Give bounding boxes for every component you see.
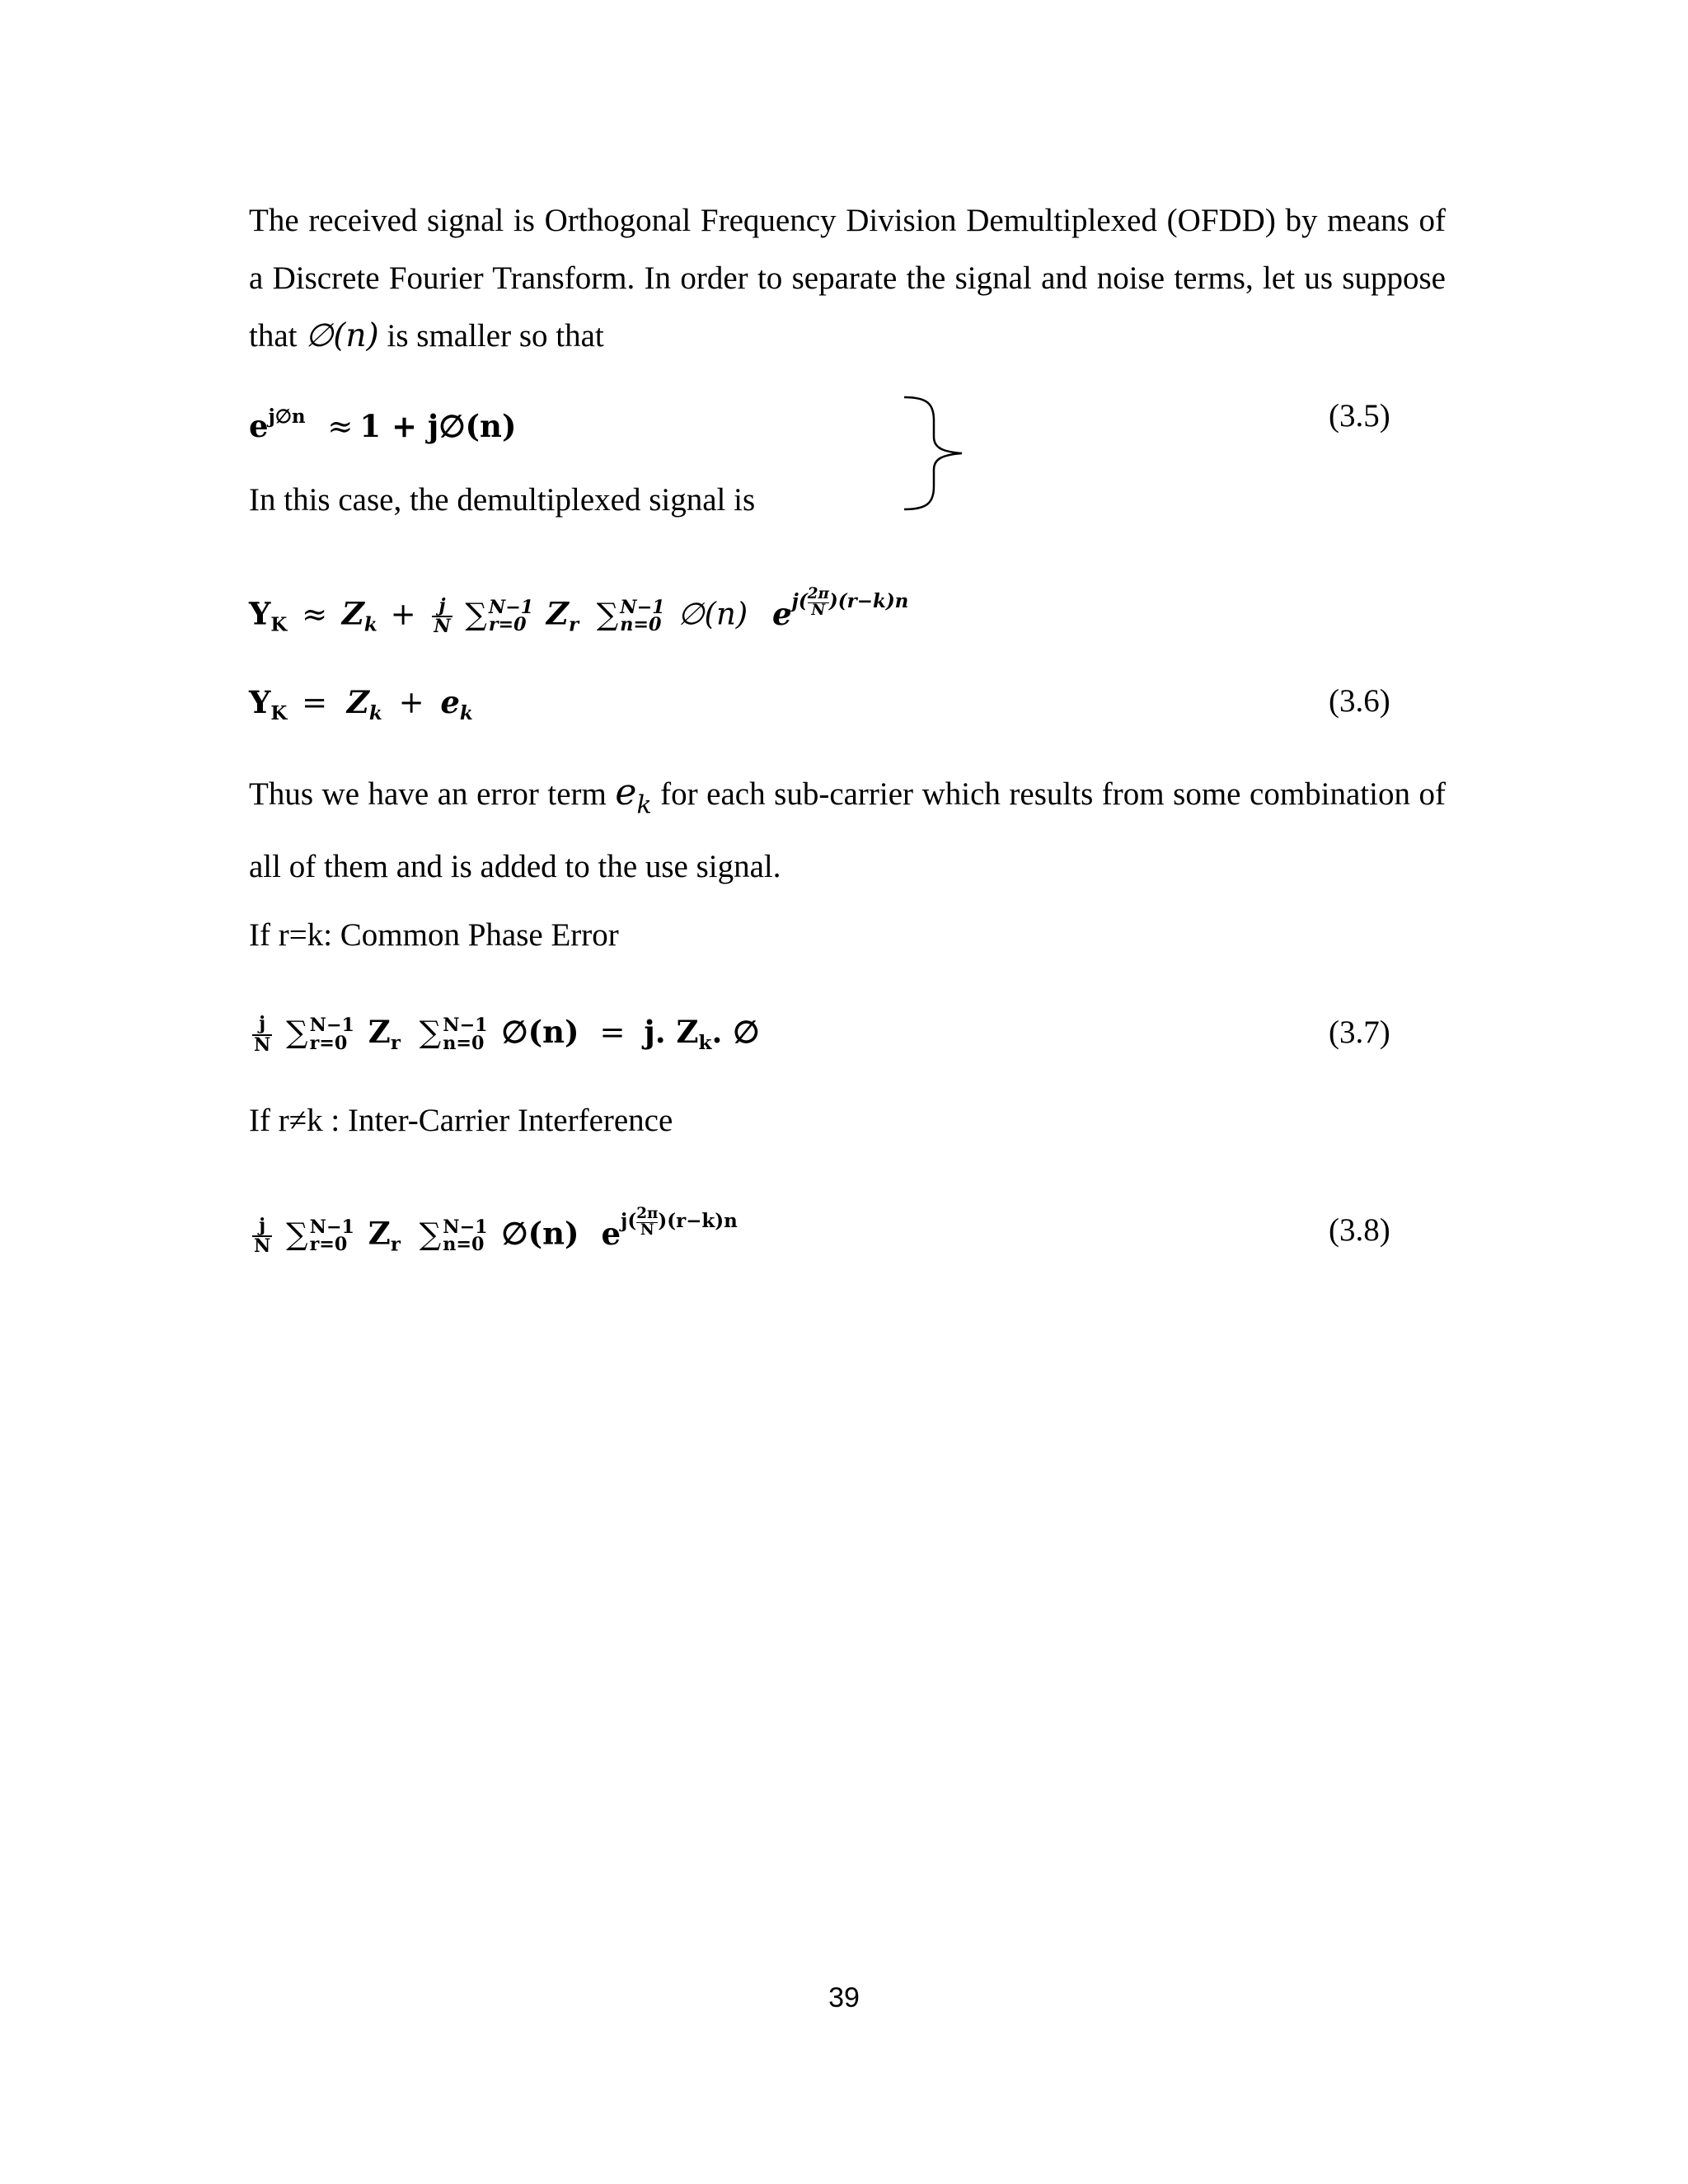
exp-fraction [808,587,829,618]
intro-paragraph [249,192,1446,365]
yk-symbol: Y [249,595,271,632]
sum-r-bottom: r=0 [309,1032,348,1054]
equation-number-3-5: (3.5) [1329,398,1390,434]
sum-n [597,590,665,640]
sum-icon: ∑ [465,596,487,632]
frac-num: j [252,1216,272,1237]
eq35-rhs: 1 + j∅(n) [359,408,517,445]
zr-symbol: Z [368,1215,391,1252]
exponent: j( $\frac{2\pi}{N})(r-k)n$ [791,585,909,619]
exp-j: j [621,1210,628,1232]
yk-symbol: Y [249,684,271,720]
error-term-paragraph [249,762,1446,898]
equation-3-5 [249,392,516,452]
case-text: In this case, the demultiplexed signal is [249,482,756,518]
j-zk-symbol: j. Z [644,1014,699,1050]
sum-icon: ∑ [286,1216,308,1252]
sum-n-limits [620,599,664,634]
sum-n-top: N−1 [443,1216,488,1239]
exp-frac-den: N [640,1221,654,1239]
zk-subscript: k [698,1032,712,1055]
sum-r-bottom: r=0 [309,1234,348,1256]
ek-subscript: k [459,702,473,725]
ici-label: If r≠k : Inter-Carrier Interference [249,1103,673,1138]
sum-r [286,1209,354,1259]
phi-n-inline: ∅(n) [305,317,379,354]
frac-num: j [432,597,452,617]
ek-symbol: e [440,684,460,720]
exp-frac-num: 2π [807,585,829,603]
zr-subscript: r [568,613,579,636]
j-over-n-fraction [252,1015,272,1055]
frac-den: N [254,1033,271,1056]
eq35-approx: ≈ [327,409,354,445]
plus-symbol: + [390,596,416,632]
equation-number-3-6: (3.6) [1329,683,1390,719]
equation-yk-approx [249,577,908,650]
eq35-lhs-exponent: j∅n [268,405,306,428]
sum-n [420,1007,488,1057]
zk-subscript: k [368,702,382,725]
equation-3-7 [249,1007,759,1068]
exp-e: e [772,595,792,632]
phi-n: ∅(n) [678,596,748,632]
zr-symbol: Z [546,595,569,632]
frac-den: N [254,1235,271,1258]
page-number: 39 [828,1982,860,2013]
yk-subscript: K [270,702,288,725]
sum-icon: ∑ [596,596,619,632]
eq35-lhs-base: e [249,408,269,445]
frac-den: N [434,616,451,638]
zr-symbol: Z [368,1014,391,1050]
equals-symbol: = [302,685,328,720]
equation-3-6 [249,677,473,738]
j-over-n-fraction [432,594,452,638]
sum-r-top: N−1 [309,1216,354,1239]
sum-r-limits [489,599,533,634]
exp-fraction [636,1207,658,1238]
exponent: j( $\frac{2\pi}{N})(r-k)n$ [621,1205,738,1239]
sum-n-bottom: n=0 [620,614,662,636]
sum-n-bottom: n=0 [443,1032,485,1054]
sum-n-top: N−1 [443,1015,488,1037]
ek-inline: e [615,771,637,813]
j-over-n-fraction [252,1216,272,1257]
exp-frac-num: 2π [636,1205,659,1223]
phi-n: ∅(n) [501,1014,579,1050]
sum-n-limits [443,1017,487,1052]
error-text: Thus we have an error term [249,776,616,812]
zk-symbol: Z [346,684,369,720]
sum-r-bottom: r=0 [488,614,527,636]
sum-r [286,1007,354,1057]
exp-e: e [601,1215,621,1252]
zk-symbol: Z [341,595,364,632]
error-text-end: for each sub-carrier which results from some combination of all of them and is added to the use signal. [249,776,1446,884]
equation-number-3-7: (3.7) [1329,1015,1390,1050]
exp-rest: (r−k)n [667,1210,738,1232]
sum-n [420,1209,488,1259]
intro-text-end: is smaller so that [378,318,604,354]
right-brace-icon [903,396,968,511]
sum-r-top: N−1 [488,597,534,619]
sum-icon: ∑ [419,1015,442,1050]
zr-subscript: r [390,1233,401,1256]
exp-rest: (r−k)n [837,590,909,612]
sum-icon: ∑ [286,1015,308,1050]
plus-symbol: + [398,685,424,720]
exp-j: j [791,590,799,612]
ek-inline-subscript: k [636,790,652,820]
approx-symbol: ≈ [302,596,328,632]
sum-r-limits [309,1216,354,1256]
sum-n-top: N−1 [620,597,665,619]
yk-subscript: K [270,613,288,636]
frac-num: j [252,1015,272,1035]
sum-icon: ∑ [419,1216,442,1252]
sum-r-limits [310,1017,354,1052]
equals-symbol: = [599,1015,626,1050]
sum-r-top: N−1 [309,1015,354,1037]
phi-end: . ∅ [711,1014,760,1050]
exp-frac-den: N [811,601,826,619]
zk-subscript: k [363,613,377,636]
intro-text: The received signal is Orthogonal Frequency Division Demultiplexed (OFDD) by means of a Discrete Fourier Transform. In order to separate the signal and noise terms, let us suppose that [249,203,1446,354]
phi-n: ∅(n) [501,1215,579,1252]
equation-3-8 [249,1197,738,1270]
sum-n-limits [443,1216,488,1256]
zr-subscript: r [390,1032,401,1055]
sum-n-bottom: n=0 [443,1234,485,1256]
cpe-label: If r=k: Common Phase Error [249,917,619,953]
sum-r [465,590,533,640]
equation-number-3-8: (3.8) [1329,1212,1390,1248]
